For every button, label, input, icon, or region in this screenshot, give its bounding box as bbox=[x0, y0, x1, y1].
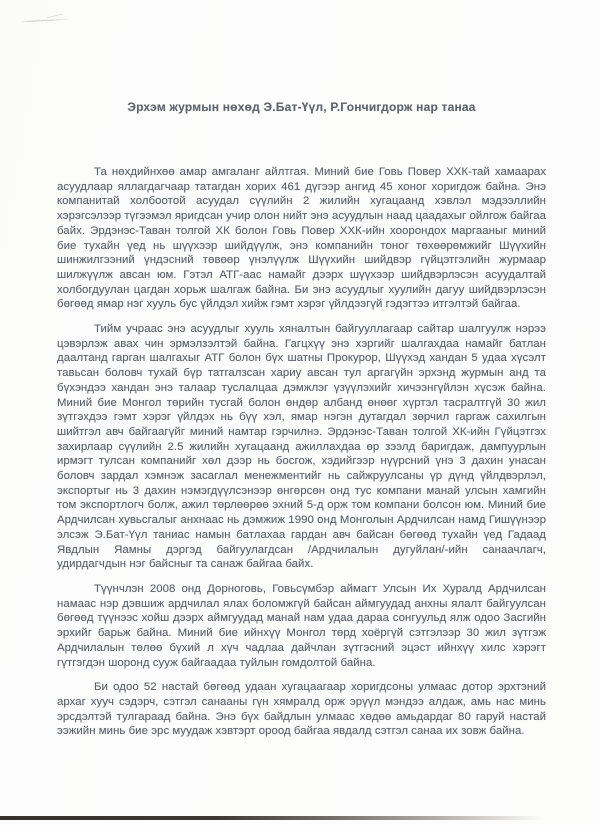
letter-body bbox=[57, 100, 546, 749]
letter-paragraph: Та нөхдийнхөө амар амгаланг айлтгая. Миний бие Говь Повер ХХК-тай хамаарах асуудлаар яллагдагчаар татагдан хорих 461 дүгээр ангид 45 хоног хоригдож байна. Энэ компанитай холбоотой асуудал сүүлийн 2 жилийн хугацаанд хэвлэл мэдээллийн хэрэгсэлээр түгээмэл яригдсан учир олон нийт энэ асуудлын наад цаадахыг ойлгож байгаа байх. Эрдэнэс-Таван толгой ХК болон Говь Повер ХХК-ийн хоорондох маргааныг миний бие тухайн үед нь шүүхээр шийдүүлж, энэ компанийн тоног төхөөрөмжийг Шүүхийн шинжилгээний үндэсний төвөөр үнэлүүлж Шүүхийн шийдвэр гүйцэтгэлийн журмаар шилжүүлж авсан юм. Гэтэл АТГ-аас намайг дээрх шүүхээр шийдвэрлэсэн асуудалтай холбогдуулан цагдан хорьж шалгаж байна. Би энэ асуудлыг хуулийн дагуу шийдвэрлэсэн бөгөөд ямар нэг хууль бус үйлдэл хийж гэмт хэрэг үйлдээгүй гэдэгтээ итгэлтэй байгаа. bbox=[57, 166, 546, 311]
letter-paragraph: Тийм учраас энэ асуудлыг хууль хяналтын байгууллагаар сайтар шалгуулж нэрээ цэвэрлэж авах чин эрмэлзэлтэй байна. Гагцхүү энэ хэргийг шалгахдаа намайг батлан даалтанд гарган шалгахыг АТГ болон бүх шатны Прокурор, Шүүхэд хандан 5 удаа хүсэлт тавьсан боловч тухай бүр татгалзсан хариу авсан тул аргагүйн эрхэнд журмын анд та бүхэндээ хандан энэ талаар туслалцаа дэмжлэг үзүүлэхийг хичээнгүйлэн хүсэж байна. Миний бие Монгол төрийн тусгай болон өндөр албанд өнөөг хүртэл тасралтгүй 30 жил зүтгэхдээ гэмт хэрэг үйлдэх нь бүү хэл, ямар нэгэн дутагдал зөрчил гаргаж сахилгын шийтгэл авч байгаагүйг миний намтар гэрчилнэ. Эрдэнэс-Таван толгой ХК-ийн Гүйцэтгэх захирлаар сүүлийн 2.5 жилийн хугацаанд ажиллахдаа өр зээлд баригдаж, дампуурлын ирмэгт тулсан компанийг хөл дээр нь босгож, хэдийгээр нүүрсний үнэ 3 дахин унасан боловч зардал хэмнэж засаглал менежментийг нь сайжруулсаны үр дүнд үйлдвэрлэл, экспортыг нь 3 дахин нэмэгдүүлсэнээр өнгөрсөн онд тус компани манай улсын хамгийн том экспортлогч болж, ажил төрлөөрөө эхний 5-д орж том компани болсон юм. Миний бие Ардчилсан хувьсгалыг анхнаас нь дэмжиж 1990 онд Монголын Ардчилсан намд Гишүүнээр элсэж Э.Бат-Үүл таниас намын батлахаа гардан авч байсан бөгөөд тухайн үед Гадаад Явдлын Яамны дэргэд байгуулагдсан /Ардчилалын дугуйлан/-ийн санаачлагч, удирдагчдын нэг байсныг та санаж байгаа байх. bbox=[57, 323, 546, 571]
letter-paragraph: Түүнчлэн 2008 онд Дорноговь, Говьсүмбэр аймагт Улсын Их Хуралд Ардчилсан намаас нэр дэвшиж ардчилал ялах боломжгүй байсан аймгуудад анхны ялалт байгуулсан бөгөөд түүнээс хойш дээрх аймгуудад манай нам удаа дараа сонгуульд ялж одоо Засгийн эрхийг барьж байна. Миний бие ийнхүү Монгол төрд хоёргүй сэтгэлээр 30 жил зүтгэж Ардчилалын төлөө бүхий л хүч чадлаа дайчлан зүтгэсний эцэст ийнхүү хилс хэрэгт гүтгэгдэн шоронд сууж байгаадаа туйлын гомдолтой байна. bbox=[57, 582, 546, 669]
letter-paragraph: Би одоо 52 настай бөгөөд удаан хугацаагаар хоригдсоны улмаас дотор эрхтэний архаг хууч сэдэрч, сэтгэл санааны гүн хямралд орж эрүүл мэндээ алдаж, амь нас минь эрсдэлтэй тулгараад байна. Энэ бүх байдлын улмаас хөдөө амьдардаг 80 гаруй настай ээжийн минь бие эрс муудаж хэвтэрт ороод байгаа явдалд сэтгэл санаа их зовж байна. bbox=[57, 681, 546, 738]
pencil-stroke bbox=[21, 19, 69, 23]
letter-title: Эрхэм журмын нөхөд Э.Бат-Үүл, Р.Гончигдорж нар танаа bbox=[127, 100, 476, 114]
pencil-mark bbox=[21, 15, 69, 26]
pencil-stroke bbox=[47, 14, 63, 19]
scan-edge-shadow bbox=[0, 816, 565, 820]
